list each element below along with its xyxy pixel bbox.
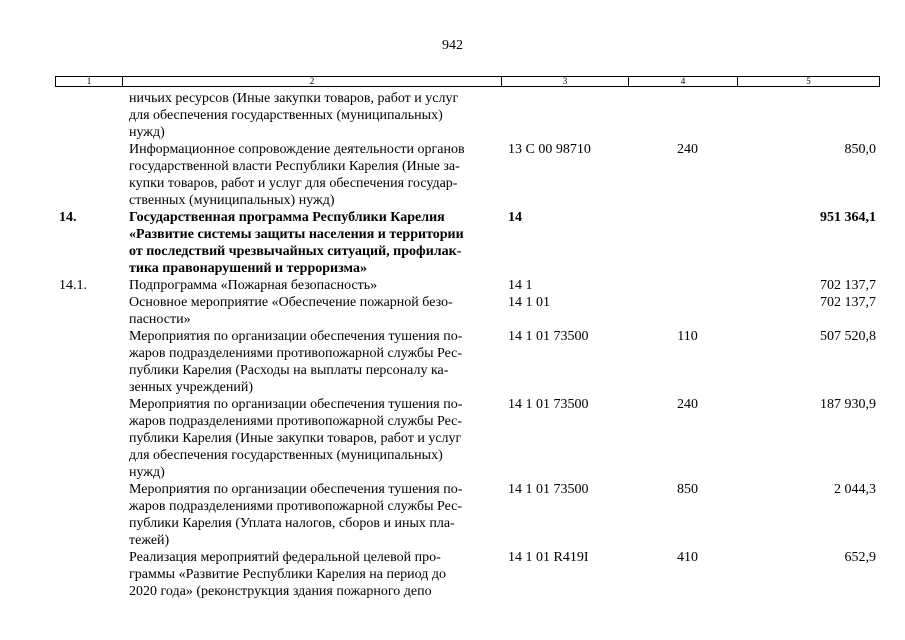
- row-code: 14 1: [508, 278, 533, 293]
- row-name-line: Мероприятия по организации обеспечения тушения по-: [129, 329, 463, 344]
- row-expense-type: 240: [677, 142, 698, 157]
- row-name-line: ственных (муниципальных) нужд): [129, 193, 335, 208]
- row-code: 14 1 01 73500: [508, 482, 589, 497]
- row-name-line: публики Карелия (Расходы на выплаты персоналу ка-: [129, 363, 449, 378]
- row-name-line: Мероприятия по организации обеспечения тушения по-: [129, 482, 463, 497]
- page-number: 942: [442, 38, 463, 53]
- table-row: [0, 277, 905, 294]
- row-name-line: пасности»: [129, 312, 191, 327]
- row-amount: 652,9: [844, 550, 876, 565]
- header-col-1: 1: [86, 76, 92, 86]
- table-row: [0, 396, 905, 481]
- table-row: [0, 294, 905, 328]
- row-name: [129, 396, 494, 481]
- row-name-line: для обеспечения государственных (муниципальных): [129, 448, 443, 463]
- row-name-line: жаров подразделениями противопожарной службы Рес-: [129, 414, 463, 429]
- row-expense-type: 850: [677, 482, 698, 497]
- header-col-5: 5: [806, 76, 811, 86]
- row-name-line: жаров подразделениями противопожарной службы Рес-: [129, 346, 463, 361]
- row-expense-type: 110: [677, 329, 698, 344]
- row-number: 14.: [59, 210, 77, 225]
- row-name-line: тика правонарушений и терроризма»: [129, 261, 367, 276]
- row-code: 14 1 01 73500: [508, 329, 589, 344]
- budget-table-body: [0, 90, 905, 600]
- row-code: 14 1 01 R419I: [508, 550, 589, 565]
- header-col-3: 3: [562, 76, 568, 86]
- row-expense-type: 240: [677, 397, 698, 412]
- row-name-line: граммы «Развитие Республики Карелия на период до: [129, 567, 447, 582]
- row-name: [129, 294, 494, 328]
- row-name: [129, 90, 494, 141]
- row-name-line: тежей): [129, 533, 170, 548]
- row-name-line: для обеспечения государственных (муниципальных): [129, 108, 443, 123]
- row-amount: 951 364,1: [820, 210, 876, 225]
- row-name-line: Реализация мероприятий федеральной целевой про-: [129, 550, 441, 565]
- row-name-line: государственной власти Республики Карелия (Иные за-: [129, 159, 460, 174]
- row-name: [129, 328, 494, 396]
- row-name-line: нужд): [129, 465, 165, 480]
- table-row: [0, 90, 905, 141]
- row-name-line: от последствий чрезвычайных ситуаций, профилак-: [129, 244, 462, 259]
- row-amount: 702 137,7: [820, 278, 876, 293]
- row-code: 13 С 00 98710: [508, 142, 591, 157]
- row-name-line: Информационное сопровождение деятельности органов: [129, 142, 465, 157]
- row-amount: 702 137,7: [820, 295, 876, 310]
- row-name: [129, 549, 494, 600]
- row-name: [129, 141, 494, 209]
- row-name-line: Подпрограмма «Пожарная безопасность»: [129, 278, 378, 293]
- table-row: [0, 209, 905, 277]
- row-name: [129, 277, 494, 294]
- row-name: [129, 481, 494, 549]
- row-amount: 850,0: [844, 142, 876, 157]
- header-col-2: 2: [309, 76, 315, 86]
- row-name-line: жаров подразделениями противопожарной службы Рес-: [129, 499, 463, 514]
- row-amount: 2 044,3: [834, 482, 876, 497]
- row-name-line: публики Карелия (Иные закупки товаров, работ и услуг: [129, 431, 462, 446]
- row-name-line: Основное мероприятие «Обеспечение пожарной безо-: [129, 295, 453, 310]
- row-code: 14 1 01 73500: [508, 397, 589, 412]
- row-amount: 507 520,8: [820, 329, 876, 344]
- row-number: 14.1.: [59, 278, 87, 293]
- row-name-line: Государственная программа Республики Карелия: [129, 210, 445, 225]
- row-amount: 187 930,9: [820, 397, 876, 412]
- table-row: [0, 549, 905, 600]
- row-name-line: ничьих ресурсов (Иные закупки товаров, работ и услуг: [129, 91, 459, 106]
- row-name-line: купки товаров, работ и услуг для обеспечения государ-: [129, 176, 458, 191]
- row-name-line: «Развитие системы защиты населения и территории: [129, 227, 464, 242]
- header-col-4: 4: [680, 76, 686, 86]
- row-code: 14: [508, 210, 522, 225]
- row-name-line: Мероприятия по организации обеспечения тушения по-: [129, 397, 463, 412]
- table-row: [0, 481, 905, 549]
- row-name-line: зенных учреждений): [129, 380, 254, 395]
- row-name-line: нужд): [129, 125, 165, 140]
- row-name: [129, 209, 494, 277]
- row-expense-type: 410: [677, 550, 698, 565]
- row-name-line: 2020 года» (реконструкция здания пожарного депо: [129, 584, 432, 599]
- row-name-line: публики Карелия (Уплата налогов, сборов и иных пла-: [129, 516, 455, 531]
- table-row: [0, 141, 905, 209]
- table-row: [0, 328, 905, 396]
- table-header-row: [55, 76, 880, 87]
- row-code: 14 1 01: [508, 295, 550, 310]
